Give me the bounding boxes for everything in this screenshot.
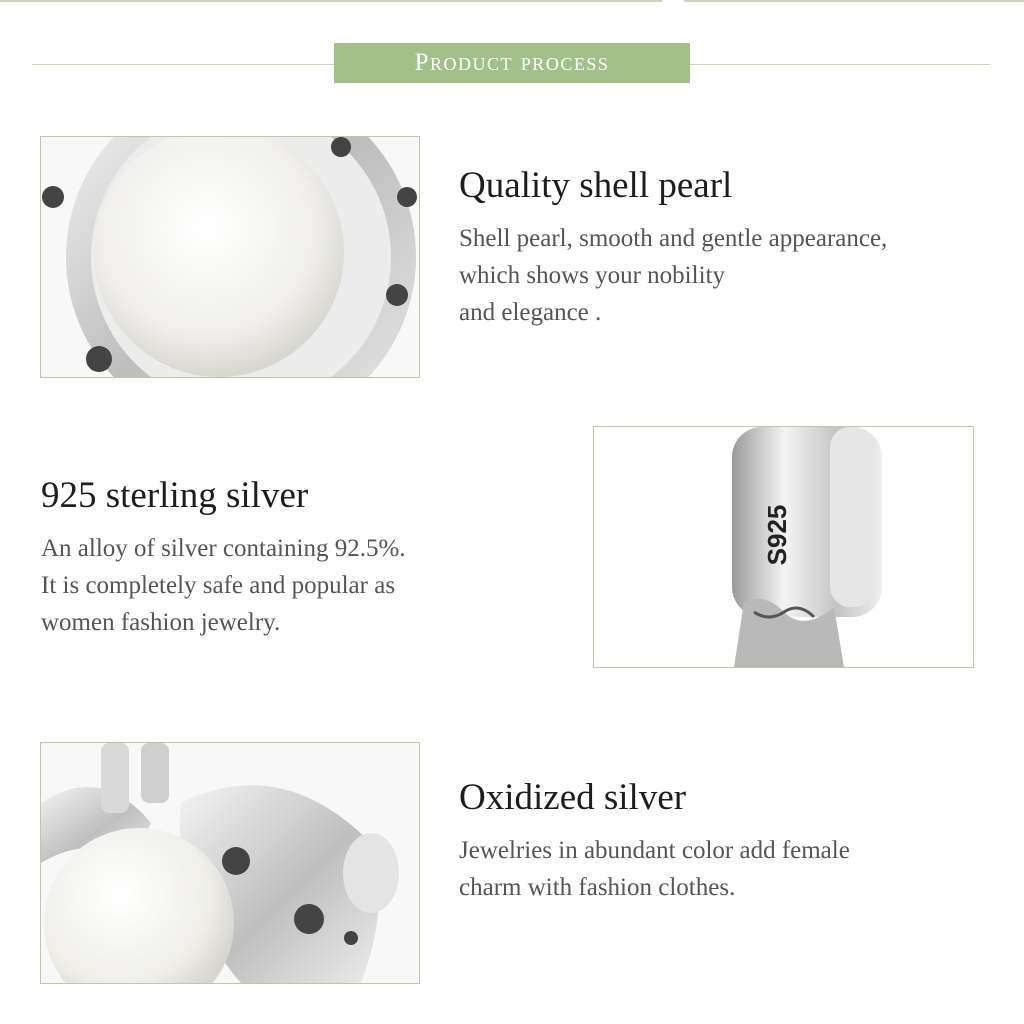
section-header: Product process [334, 43, 690, 83]
feature-desc-pearl [459, 220, 887, 331]
pearl-charm-image [40, 136, 420, 378]
stamp-text: S925 [762, 504, 792, 566]
oxidized-charm-closeup-icon [41, 743, 419, 983]
feature-title-pearl: Quality shell pearl [459, 165, 733, 206]
header-rule-right [690, 64, 990, 65]
feature-desc-line: which shows your nobility [459, 262, 725, 289]
feature-desc-silver [41, 530, 406, 641]
feature-desc-line: It is completely safe and popular as [41, 572, 396, 599]
top-divider-left [0, 0, 662, 2]
feature-desc-line: and elegance . [459, 299, 602, 326]
feature-desc-oxidized [459, 832, 850, 906]
feature-title-oxidized: Oxidized silver [459, 777, 687, 818]
pearl-charm-closeup-icon [41, 137, 419, 377]
feature-desc-line: An alloy of silver containing 92.5%. [41, 535, 406, 562]
oxidized-charm-image [40, 742, 420, 984]
silver-ring-stamp-icon [594, 427, 973, 667]
header-rule-left [32, 64, 334, 65]
feature-desc-line: Shell pearl, smooth and gentle appearance, [459, 225, 888, 252]
feature-desc-line: charm with fashion clothes. [459, 874, 736, 901]
feature-desc-line: Jewelries in abundant color add female [459, 837, 850, 864]
top-divider-right [684, 0, 1024, 2]
feature-desc-line: women fashion jewelry. [41, 609, 281, 636]
silver-ring-image [593, 426, 974, 668]
feature-title-silver: 925 sterling silver [41, 475, 309, 516]
